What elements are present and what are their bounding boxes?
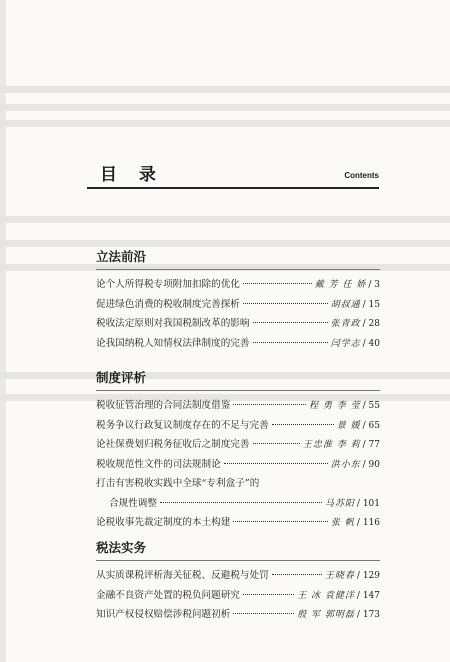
entry-page: / 40 (362, 338, 380, 349)
entry-authors: 殷 军 郭明磊 (297, 610, 355, 620)
leader-dots (272, 424, 334, 425)
toc-entry[interactable] (96, 456, 380, 476)
entry-authors: 洪小东 (330, 459, 361, 470)
bleed-through-line (0, 86, 450, 93)
section-system-review (96, 366, 380, 534)
toc-entry[interactable] (96, 606, 380, 626)
entry-authors: 景 媛 (336, 420, 361, 431)
entry-page: / 15 (362, 299, 380, 310)
bleed-through-line (0, 104, 450, 111)
toc-entry[interactable] (96, 475, 380, 495)
section-title: 税法实务 (96, 540, 147, 555)
entry-page: / 116 (356, 518, 380, 528)
entry-authors: 马苏阳 (324, 498, 355, 509)
entry-authors: 王晓春 (324, 571, 355, 581)
toc-title: 目 录 (100, 165, 164, 185)
entry-title: 税收征管治理的合同法制度借鉴 (96, 400, 231, 411)
contents-label: Contents (344, 171, 379, 180)
section-heading (96, 366, 380, 391)
entry-title: 从实质课税评析海关征税、反避税与处罚 (96, 570, 269, 581)
leader-dots (253, 322, 328, 323)
entry-page: / 147 (356, 590, 380, 601)
entry-title: 论税收事先裁定制度的本土构建 (96, 517, 231, 528)
bleed-through-line (0, 120, 450, 127)
entry-authors: 王 冰 袁健洋 (297, 590, 355, 601)
entry-page: / 173 (356, 610, 380, 620)
entry-title: 金融不良资产处置的税负问题研究 (96, 589, 240, 601)
entry-title: 论社保费划归税务征收后之制度完善 (96, 439, 250, 450)
entry-title: 税收规范性文件的司法规制论 (96, 458, 221, 470)
toc-header (87, 160, 379, 188)
leader-dots (160, 502, 322, 503)
leader-dots (243, 594, 294, 595)
entry-authors: 王忠淮 李 莉 (302, 440, 361, 450)
leader-dots (233, 404, 306, 405)
entry-title: 打击有害税收实践中全球“专利盒子”的 (96, 478, 260, 489)
entry-authors: 闫学志 (330, 338, 361, 349)
toc-entry[interactable] (96, 436, 380, 456)
toc-entry[interactable] (96, 495, 380, 515)
toc-entry[interactable] (96, 514, 380, 534)
entry-title: 论个人所得税专项附加扣除的优化 (96, 279, 240, 290)
entry-page: / 90 (362, 459, 380, 470)
leader-dots (243, 303, 328, 304)
leader-dots (233, 613, 294, 614)
leader-dots (224, 463, 328, 464)
entry-page: / 55 (362, 401, 380, 411)
section-heading (96, 536, 380, 561)
entry-authors: 戴 芳 任 娇 (314, 280, 367, 290)
entry-page: / 129 (356, 571, 380, 581)
leader-dots (253, 443, 300, 444)
section-heading (96, 245, 380, 270)
bleed-through-line (0, 216, 450, 223)
toc-entry[interactable] (96, 587, 380, 607)
entry-page: / 101 (356, 498, 380, 509)
entry-authors: 胡叔通 (330, 299, 361, 310)
toc-entry[interactable] (96, 417, 380, 437)
toc-entry[interactable] (96, 296, 380, 316)
entry-title: 知识产权侵权赔偿涉税问题初析 (96, 609, 231, 620)
entry-title: 合规性调整 (109, 497, 157, 509)
header-rule (87, 187, 379, 189)
toc-entry[interactable] (96, 567, 380, 587)
entry-page: / 65 (362, 420, 380, 431)
toc-entry[interactable] (96, 335, 380, 355)
entry-authors: 张青政 (330, 319, 361, 329)
entry-authors: 张 帆 (331, 518, 355, 528)
entry-page: / 28 (362, 319, 380, 329)
page-spine (0, 0, 6, 662)
leader-dots (233, 521, 328, 522)
entry-title: 税务争议行政复议制度存在的不足与完善 (96, 419, 269, 431)
leader-dots (272, 574, 322, 575)
entry-page: / 77 (362, 440, 380, 450)
entry-title: 论我国纳税人知情权法律制度的完善 (96, 337, 250, 349)
toc-entry[interactable] (96, 315, 380, 335)
entry-authors: 程 勇 李 莹 (309, 401, 361, 411)
entry-page: / 3 (368, 280, 380, 290)
entry-title: 税收法定原则对我国税制改革的影响 (96, 318, 250, 329)
section-title: 立法前沿 (96, 249, 147, 264)
toc-entry[interactable] (96, 276, 380, 296)
leader-dots (253, 342, 328, 343)
entry-title: 促进绿色消费的税收制度完善探析 (96, 298, 240, 310)
toc-entry[interactable] (96, 397, 380, 417)
section-legislation (96, 245, 380, 354)
leader-dots (243, 283, 312, 284)
section-tax-practice (96, 536, 380, 626)
section-title: 制度评析 (96, 370, 147, 385)
